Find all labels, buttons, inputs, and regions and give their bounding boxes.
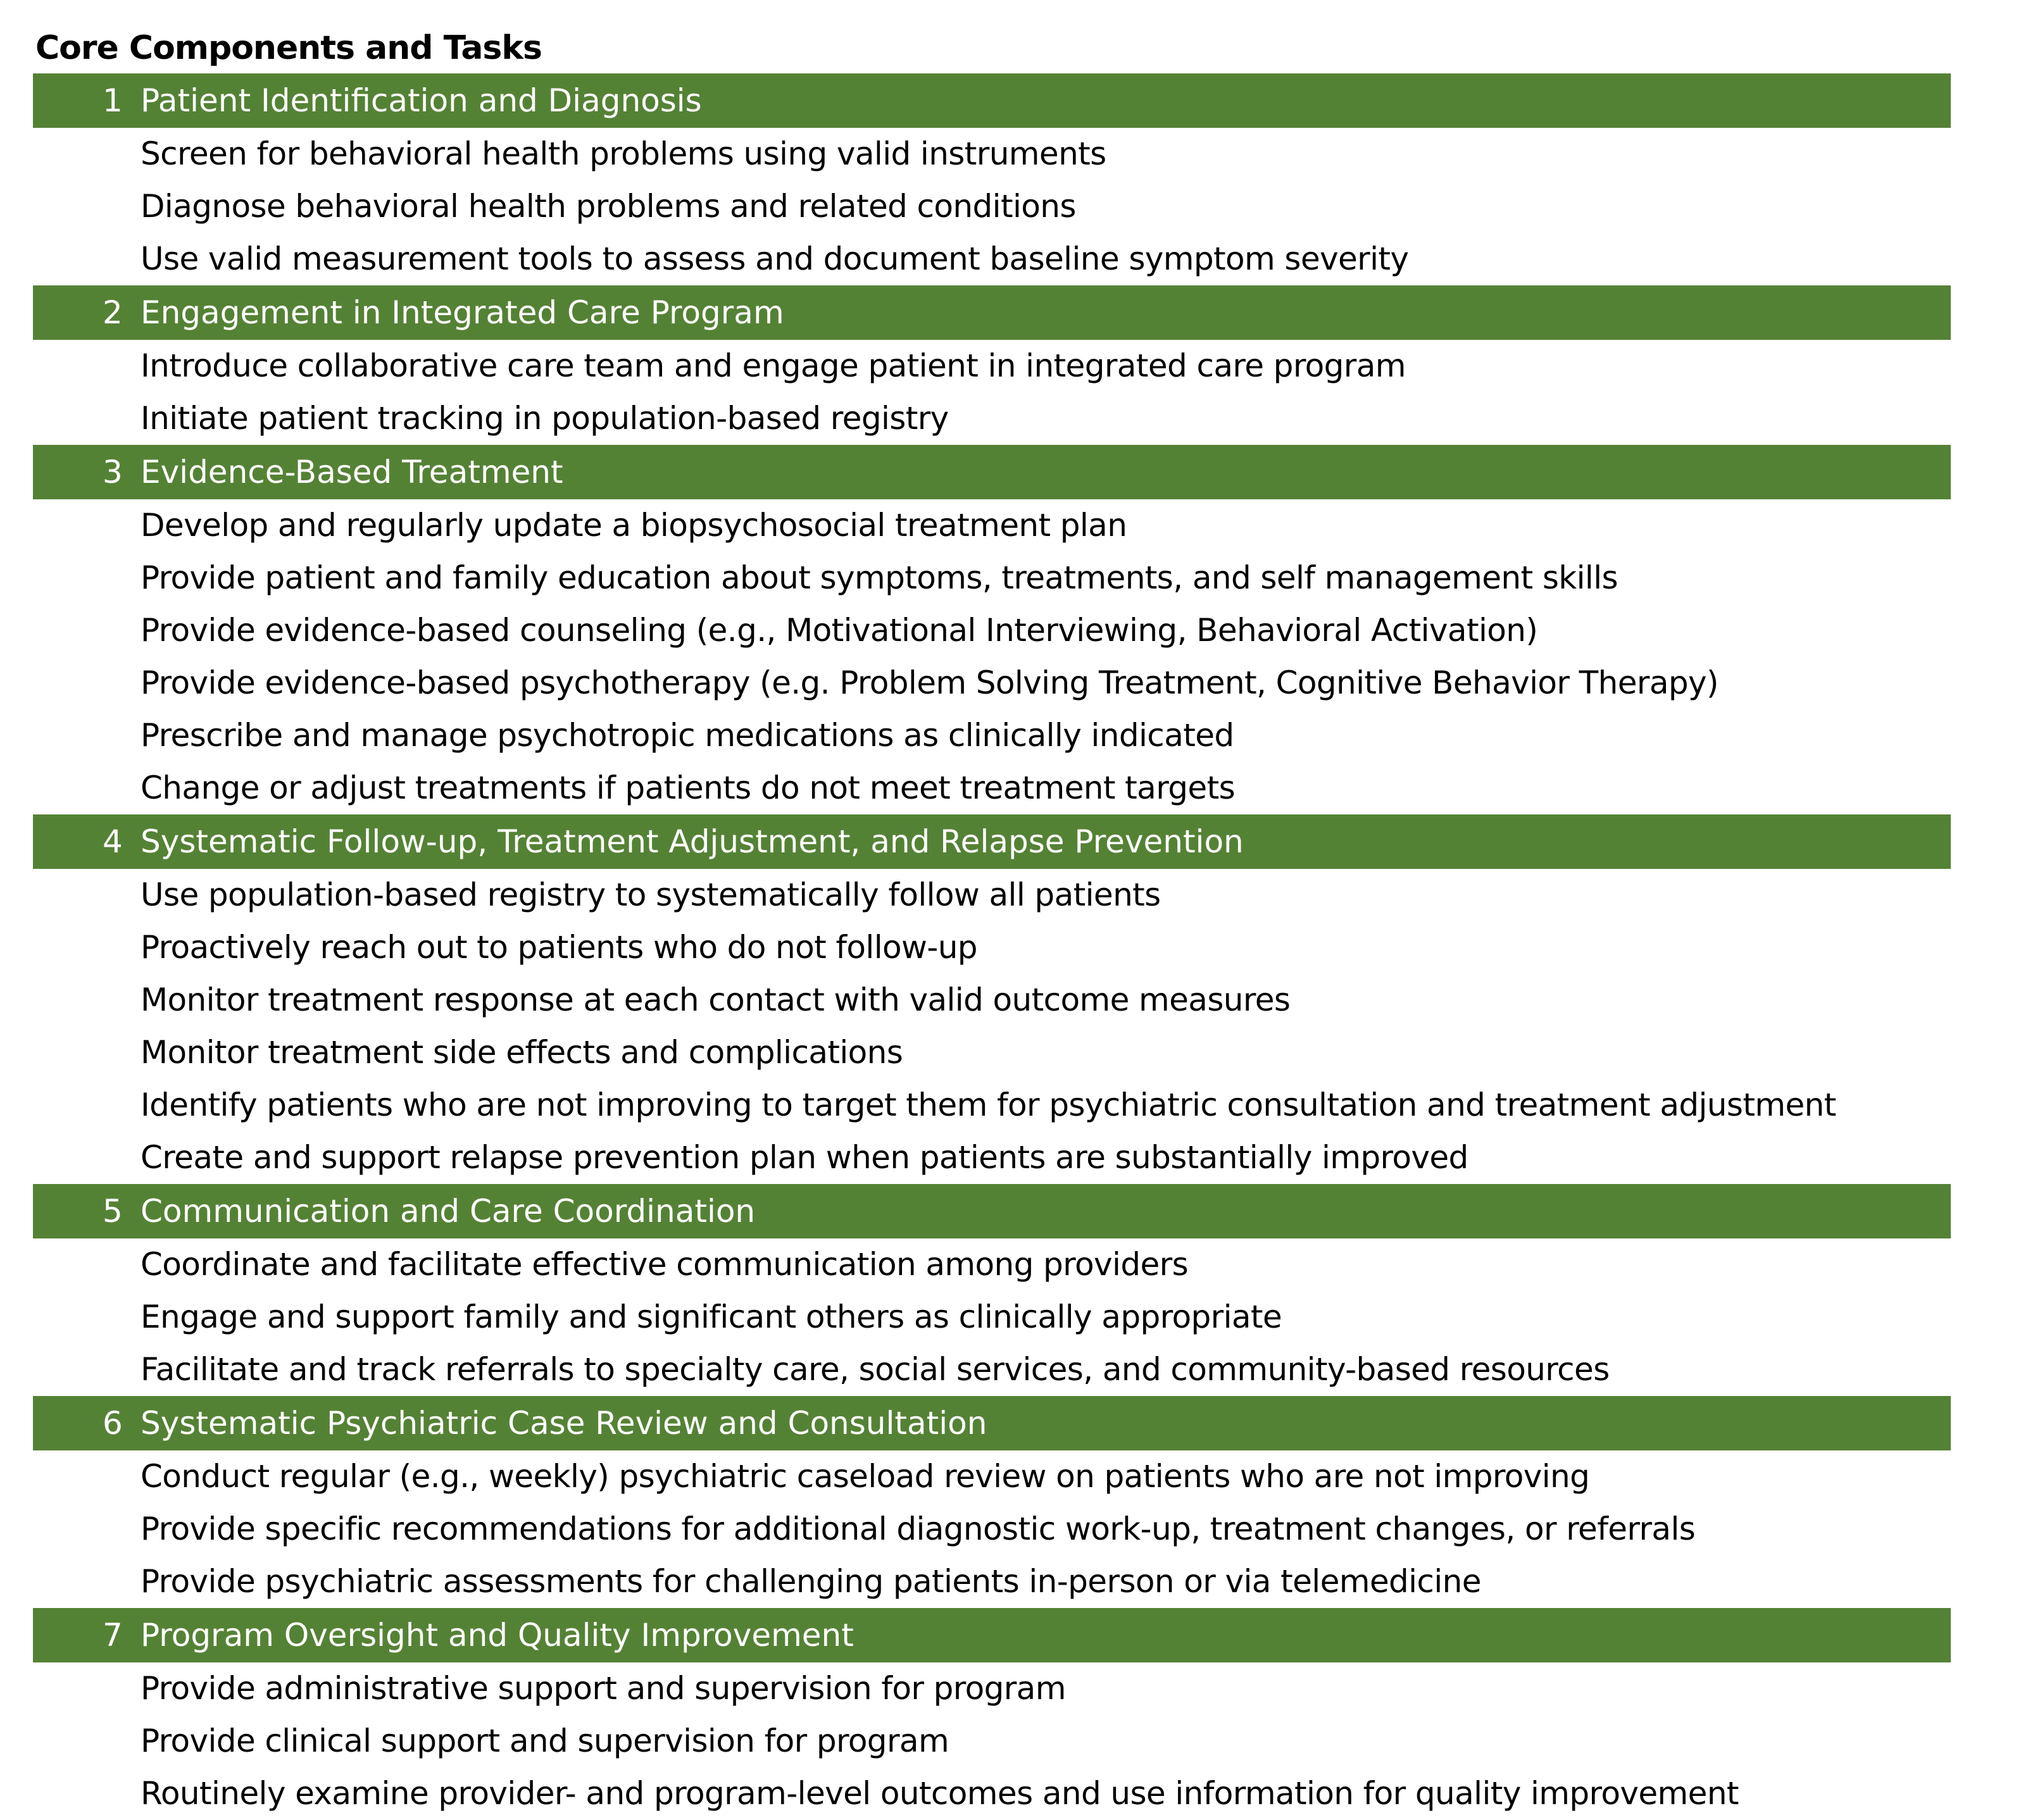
task-item: Use valid measurement tools to assess and document baseline symptom severity: [141, 240, 1409, 277]
section-number: 2: [103, 294, 123, 331]
task-item: Provide psychiatric assessments for challenging patients in-person or via telemedicine: [141, 1563, 1481, 1600]
section-number: 3: [103, 454, 123, 490]
section-header: [33, 1396, 1951, 1450]
task-item: Provide evidence-based psychotherapy (e.g. Problem Solving Treatment, Cognitive Behavior Therapy): [141, 664, 1718, 701]
task-item: Conduct regular (e.g., weekly) psychiatric caseload review on patients who are not improving: [141, 1458, 1590, 1495]
section-title: Engagement in Integrated Care Program: [141, 294, 784, 331]
task-item: Initiate patient tracking in population-based registry: [141, 400, 949, 437]
section-header: [33, 1608, 1951, 1662]
task-item: Monitor treatment side effects and complications: [141, 1034, 903, 1071]
section-number: 1: [103, 82, 123, 119]
task-item: Provide specific recommendations for additional diagnostic work-up, treatment changes, or referrals: [141, 1511, 1696, 1547]
section-title: Systematic Psychiatric Case Review and Consultation: [141, 1405, 987, 1442]
sections-list: [0, 73, 2028, 1820]
task-item: Provide clinical support and supervision for program: [141, 1723, 949, 1759]
section-header: [33, 73, 1951, 128]
task-item: Create and support relapse prevention plan when patients are substantially improved: [141, 1139, 1468, 1176]
task-item: Routinely examine provider- and program-level outcomes and use information for quality improvement: [141, 1775, 1739, 1812]
section-header: [33, 445, 1951, 499]
task-item: Change or adjust treatments if patients do not meet treatment targets: [141, 770, 1236, 806]
task-item: Proactively reach out to patients who do not follow-up: [141, 929, 977, 966]
task-item: Identify patients who are not improving to target them for psychiatric consultation and treatment adjustment: [141, 1087, 1836, 1123]
section-title: Systematic Follow-up, Treatment Adjustment, and Relapse Prevention: [141, 823, 1244, 860]
section-title: Patient Identification and Diagnosis: [141, 82, 702, 119]
section-title: Program Oversight and Quality Improvement: [141, 1617, 854, 1654]
section-header: [33, 814, 1951, 869]
task-item: Develop and regularly update a biopsychosocial treatment plan: [141, 507, 1127, 544]
task-item: Screen for behavioral health problems using valid instruments: [141, 135, 1106, 172]
page-title: Core Components and Tasks: [35, 29, 542, 67]
section-title: Evidence-Based Treatment: [141, 454, 563, 490]
task-item: Engage and support family and significant others as clinically appropriate: [141, 1299, 1282, 1335]
task-item: Diagnose behavioral health problems and related conditions: [141, 188, 1076, 225]
task-item: Provide administrative support and supervision for program: [141, 1670, 1066, 1707]
task-item: Prescribe and manage psychotropic medications as clinically indicated: [141, 717, 1234, 754]
task-item: Coordinate and facilitate effective communication among providers: [141, 1246, 1189, 1283]
section-number: 4: [103, 823, 123, 860]
task-item: Use population-based registry to systematically follow all patients: [141, 876, 1161, 913]
task-item: Provide evidence-based counseling (e.g., Motivational Interviewing, Behavioral Activation): [141, 612, 1538, 649]
task-item: Monitor treatment response at each contact with valid outcome measures: [141, 982, 1291, 1018]
task-item: Introduce collaborative care team and engage patient in integrated care program: [141, 347, 1406, 384]
section-number: 7: [103, 1617, 123, 1654]
task-item: Facilitate and track referrals to specialty care, social services, and community-based resources: [141, 1351, 1610, 1388]
task-item: Provide patient and family education about symptoms, treatments, and self management skills: [141, 559, 1618, 596]
section-number: 5: [103, 1193, 123, 1230]
section-title: Communication and Care Coordination: [141, 1193, 756, 1230]
section-header: [33, 1184, 1951, 1238]
section-header: [33, 285, 1951, 340]
section-number: 6: [103, 1405, 123, 1442]
